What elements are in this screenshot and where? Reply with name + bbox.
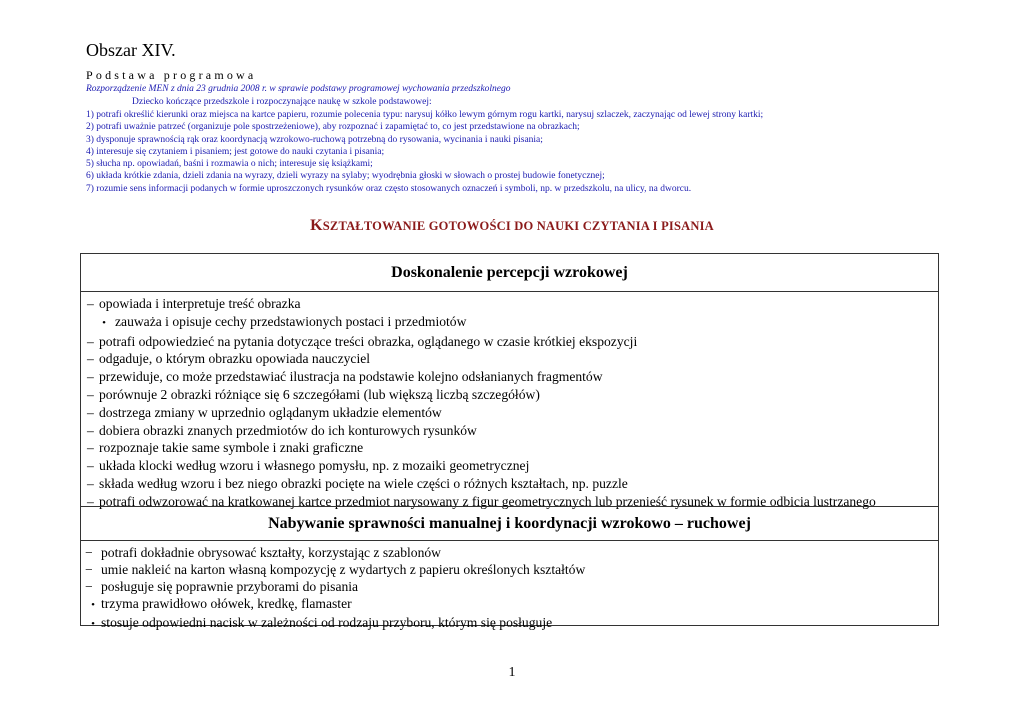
- list-item: [85, 595, 938, 614]
- regulation-reference: Rozporządzenie MEN z dnia 23 grudnia 2008 r. w sprawie podstawy programowej wychowania przedszkolnego: [86, 84, 511, 94]
- section-title: Doskonalenie percepcji wzrokowej: [81, 254, 938, 292]
- section-items: [81, 541, 938, 633]
- list-item: [87, 350, 938, 368]
- dash-marker: –: [87, 493, 94, 509]
- skill-item: 6) układa krótkie zdania, dzieli zdania na wyrazy, dzieli wyrazy na sylaby; wyodrębnia głoski w słowach o prostej budowie fonetycznej;: [86, 171, 605, 182]
- dash-marker: –: [87, 404, 94, 420]
- bullet-marker: •: [102, 316, 106, 329]
- skill-item: 3) dysponuje sprawnością rąk oraz koordynacją wzrokowo-ruchową potrzebną do rysowania, wycinania i nauki pisania;: [86, 134, 543, 145]
- skills-list: [86, 109, 763, 195]
- list-item: [87, 457, 938, 475]
- item-text: porównuje 2 obrazki różniące się 6 szczegółami (lub większą liczbą szczegółów): [99, 386, 540, 402]
- item-text: potrafi dokładnie obrysować kształty, korzystając z szablonów: [101, 545, 441, 560]
- list-item: [85, 561, 938, 578]
- list-item: [85, 544, 938, 561]
- item-text: rozpoznaje takie same symbole i znaki graficzne: [99, 440, 364, 456]
- list-item: [87, 475, 938, 493]
- main-heading: [0, 217, 1024, 235]
- item-text: dostrzega zmiany w uprzednio oglądanym układzie elementów: [99, 404, 442, 420]
- list-item: [85, 614, 938, 633]
- dash-marker: –: [87, 296, 94, 311]
- list-item: [87, 386, 938, 404]
- item-text: układa klocki według wzoru i własnego pomysłu, np. z mozaiki geometrycznej: [99, 458, 530, 474]
- bullet-marker: •: [91, 618, 95, 630]
- section-manual-skills: [80, 506, 939, 630]
- list-item: [85, 578, 938, 595]
- dash-marker: –: [87, 369, 94, 385]
- item-text: stosuje odpowiedni nacisk w zależności od rodzaju przyboru, którym się posługuje: [101, 615, 553, 630]
- list-item: [87, 422, 938, 440]
- item-text: przewiduje, co może przedstawiać ilustracja na podstawie kolejno odsłanianych fragmentów: [99, 369, 603, 385]
- skill-item: 5) słucha np. opowiadań, baśni i rozmawia o nich; interesuje się książkami;: [86, 159, 373, 170]
- dash-marker: –: [87, 458, 94, 474]
- dash-marker: –: [87, 440, 94, 456]
- item-text: składa według wzoru i bez niego obrazki pocięte na wiele części o różnych kształtach, np. puzzle: [99, 475, 628, 491]
- list-item: [87, 368, 938, 386]
- section-items: [81, 292, 938, 511]
- item-text: potrafi odwzorować na kratkowanej kartce przedmiot narysowany z figur geometrycznych lub przenieść rysunek w formie odbicia lustrzanego: [99, 493, 876, 509]
- area-title: Obszar XIV.: [86, 40, 176, 60]
- item-text: umie nakleić na karton własną kompozycję z wydartych z papieru określonych kształtów: [101, 562, 586, 577]
- item-text: opowiada i interpretuje treść obrazka: [99, 296, 301, 311]
- skill-item: 1) potrafi określić kierunki oraz miejsca na kartce papieru, rozumie polecenia typu: narysuj kółko lewym górnym rogu kartki, narysuj szlaczek, zaczynając od lewej strony kartki;: [86, 110, 764, 120]
- skill-item: 2) potrafi uważnie patrzeć (organizuje pole spostrzeżeniowe), aby rozpoznać i zapamiętać to, co jest przedstawione na obrazkach;: [86, 122, 580, 133]
- list-item: [87, 295, 938, 313]
- core-curriculum-label: Podstawa programowa: [86, 68, 257, 82]
- page-number: 1: [508, 665, 516, 680]
- skills-intro: Dziecko kończące przedszkole i rozpoczynające naukę w szkole podstawowej:: [132, 97, 432, 107]
- item-text: zauważa i opisuje cechy przedstawionych postaci i przedmiotów: [115, 313, 467, 329]
- item-text: odgaduje, o którym obrazku opowiada nauczyciel: [99, 351, 371, 367]
- item-text: posługuje się poprawnie przyborami do pisania: [101, 579, 359, 594]
- list-item: [87, 404, 938, 422]
- section-title: Nabywanie sprawności manualnej i koordynacji wzrokowo – ruchowej: [81, 507, 938, 541]
- list-item: [87, 313, 938, 333]
- dash-marker: –: [87, 386, 94, 402]
- main-heading-initial: K: [310, 217, 323, 234]
- bullet-marker: •: [91, 599, 95, 611]
- dash-marker: –: [87, 351, 94, 367]
- dash-marker: −: [85, 545, 93, 560]
- item-text: dobiera obrazki znanych przedmiotów do ich konturowych rysunków: [99, 422, 477, 438]
- item-text: potrafi odpowiedzieć na pytania dotyczące treści obrazka, oglądanego w czasie krótkiej ekspozycji: [99, 333, 638, 349]
- skill-item: 7) rozumie sens informacji podanych w formie uproszczonych rysunków oraz często stosowanych oznaczeń i symboli, np. w przedszkolu, na ulicy, na dworcu.: [86, 183, 692, 194]
- dash-marker: –: [87, 422, 94, 438]
- list-item: [87, 439, 938, 457]
- dash-marker: –: [87, 333, 94, 349]
- skill-item: 4) interesuje się czytaniem i pisaniem; jest gotowe do nauki czytania i pisania;: [86, 146, 385, 157]
- list-item: [87, 333, 938, 351]
- dash-marker: –: [87, 475, 94, 491]
- main-heading-rest: SZTAŁTOWANIE GOTOWOŚCI DO NAUKI CZYTANIA I PISANIA: [322, 219, 714, 233]
- dash-marker: −: [85, 562, 93, 577]
- dash-marker: −: [85, 579, 93, 594]
- section-visual-perception: [80, 253, 939, 507]
- item-text: trzyma prawidłowo ołówek, kredkę, flamaster: [101, 596, 352, 611]
